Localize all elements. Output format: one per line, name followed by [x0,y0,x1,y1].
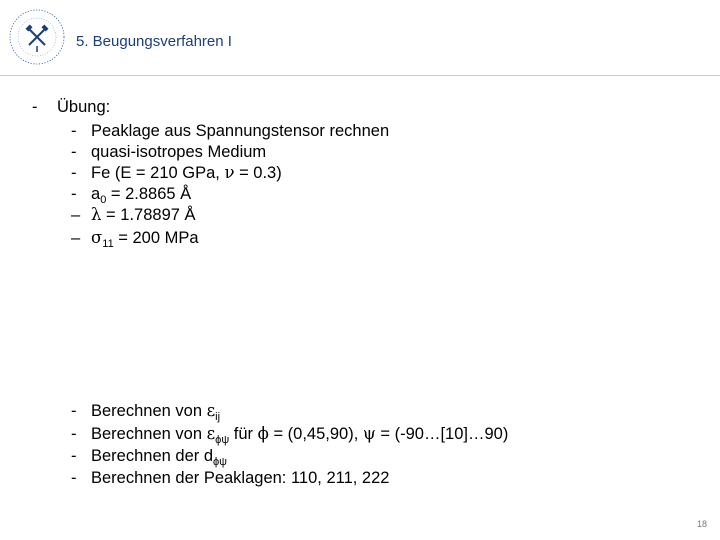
item-text: Berechnen der d [91,447,214,465]
greek-symbol: ε [206,401,216,420]
item-text: = 200 MPa [113,229,199,247]
item-text: = (-90…[10]…90) [375,425,509,443]
subscript: ϕψ [213,456,228,468]
list-marker: - [71,143,77,161]
list-marker: - [71,469,77,487]
item-text: Fe (E = 210 GPa, [91,164,225,182]
list-marker: - [71,447,77,465]
subscript: 0 [100,194,107,206]
list-marker: – [71,206,81,224]
slide-title: 5. Beugungsverfahren I [76,33,232,50]
task-item [91,468,389,488]
subscript: ϕψ [215,434,230,446]
item-text: = 0.3) [234,164,282,182]
item-text: Berechnen der Peaklagen: 110, 211, 222 [91,469,390,487]
item-text: Peaklage aus Spannungstensor rechnen [91,122,390,140]
item-text: Berechnen von [91,425,207,443]
item-text: für [229,425,258,443]
greek-symbol: ϕ [257,424,269,443]
list-marker: - [71,164,77,182]
page-number: 18 [696,519,707,529]
item-text: quasi-isotropes Medium [91,143,267,161]
list-marker: - [71,402,77,420]
greek-symbol: ε [206,424,216,443]
list-item [91,142,266,162]
exercise-heading: Übung: [57,98,111,116]
bullet-marker: - [32,98,38,116]
task-item [91,424,508,444]
item-text: = (0,45,90), [268,425,363,443]
greek-symbol: ν [224,163,235,182]
task-item [91,401,220,421]
item-text: = 1.78897 Å [101,206,196,224]
subscript: ij [215,411,221,423]
greek-symbol: λ [91,205,102,224]
list-item [91,121,389,141]
list-marker: - [71,122,77,140]
list-item [91,184,191,204]
list-item [91,205,196,225]
task-item [91,446,227,466]
greek-symbol: ψ [362,424,376,443]
list-marker: - [71,425,77,443]
list-item [91,228,199,248]
item-text: a [91,185,101,203]
list-item [91,163,282,183]
item-text: Berechnen von [91,402,207,420]
greek-symbol: σ [91,228,103,247]
item-text: = 2.8865 Å [106,185,192,203]
list-marker: - [71,185,77,203]
subscript: 11 [102,238,114,250]
list-marker: – [71,229,81,247]
